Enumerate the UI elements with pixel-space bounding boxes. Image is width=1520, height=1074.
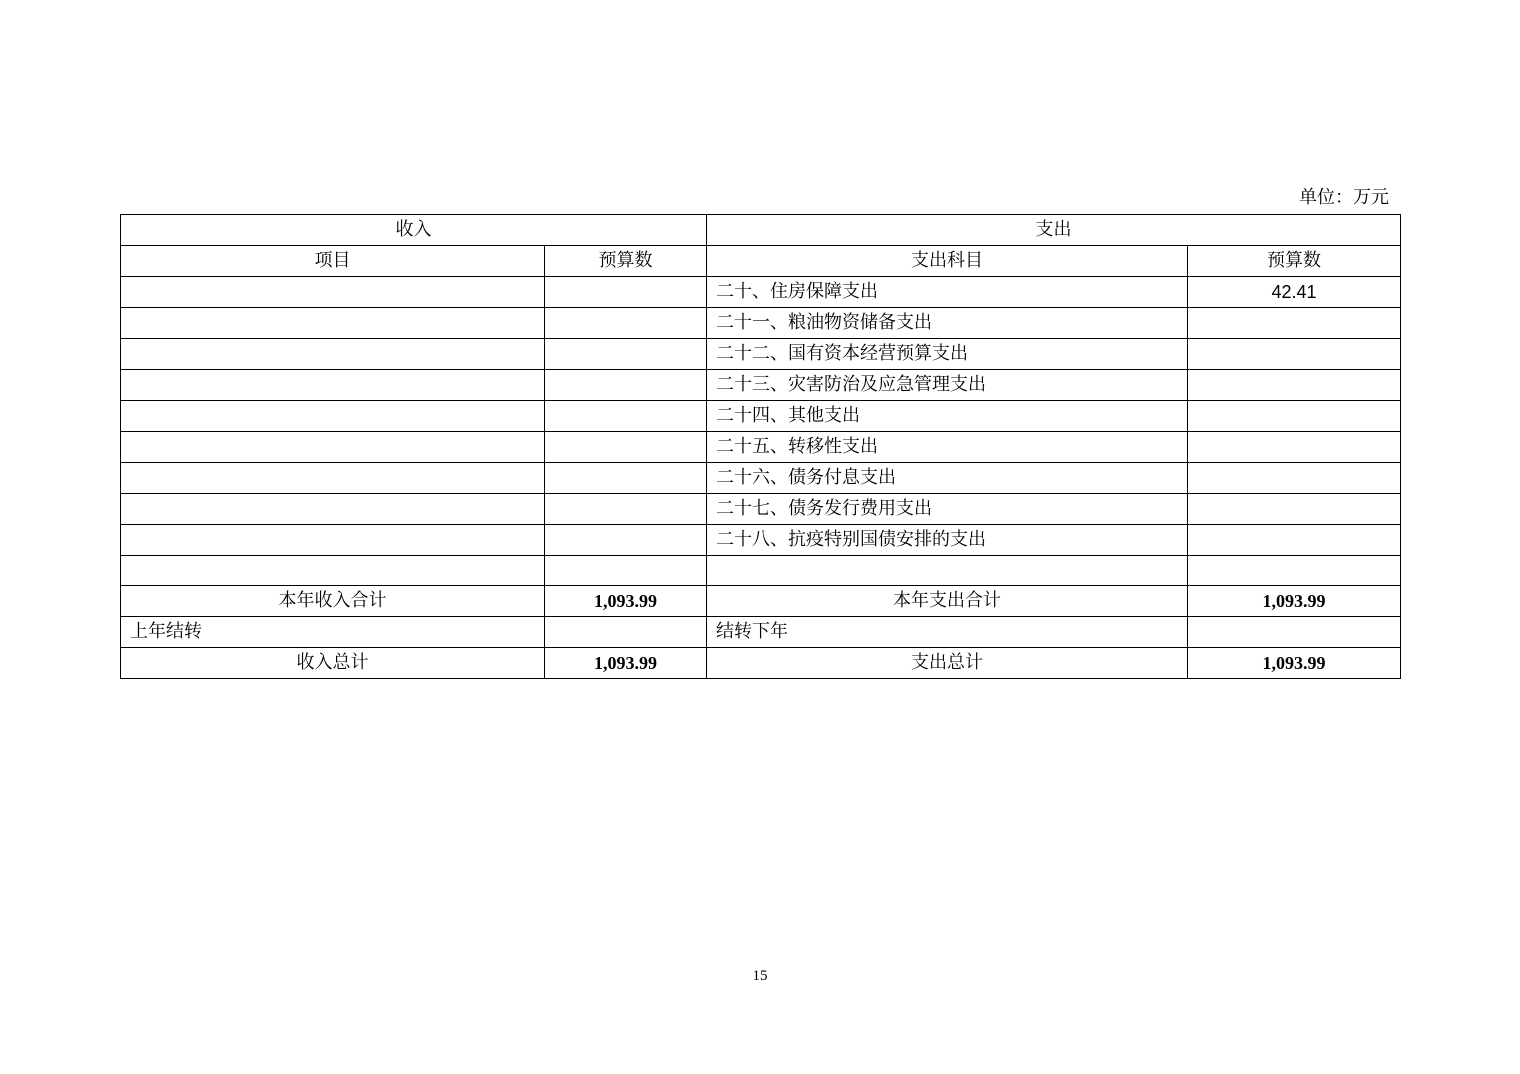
income-item-cell <box>121 432 545 463</box>
table-row <box>121 308 1401 339</box>
expense-grand-total-label: 支出总计 <box>707 648 1188 679</box>
expense-grand-total-value: 1,093.99 <box>1188 648 1401 679</box>
table-row <box>121 463 1401 494</box>
income-budget-cell <box>545 494 707 525</box>
income-budget-cell <box>545 339 707 370</box>
expense-item-header: 支出科目 <box>707 246 1188 277</box>
table-row <box>121 401 1401 432</box>
income-budget-cell <box>545 277 707 308</box>
expense-budget-cell <box>1188 432 1401 463</box>
group-header-row <box>121 215 1401 246</box>
page-number: 15 <box>752 968 768 984</box>
carry-in-label: 上年结转 <box>121 617 545 648</box>
expense-year-total-value: 1,093.99 <box>1188 586 1401 617</box>
income-grand-total-label: 收入总计 <box>121 648 545 679</box>
expense-year-total-label: 本年支出合计 <box>707 586 1188 617</box>
expense-item-cell: 二十八、抗疫特别国债安排的支出 <box>707 525 1188 556</box>
table-row <box>121 339 1401 370</box>
income-year-total-value: 1,093.99 <box>545 586 707 617</box>
expense-group-header: 支出 <box>707 215 1401 246</box>
year-total-row <box>121 586 1401 617</box>
expense-budget-cell <box>1188 401 1401 432</box>
table-row <box>121 277 1401 308</box>
expense-budget-header: 预算数 <box>1188 246 1401 277</box>
income-budget-cell <box>545 401 707 432</box>
income-item-cell <box>121 370 545 401</box>
column-header-row <box>121 246 1401 277</box>
income-item-cell <box>121 494 545 525</box>
carry-in-value <box>545 617 707 648</box>
table-row <box>121 370 1401 401</box>
expense-item-cell: 二十六、债务付息支出 <box>707 463 1188 494</box>
income-budget-cell <box>545 432 707 463</box>
income-item-cell <box>121 525 545 556</box>
income-group-header: 收入 <box>121 215 707 246</box>
income-item-cell <box>121 308 545 339</box>
expense-item-cell <box>707 556 1188 586</box>
expense-item-cell: 二十二、国有资本经营预算支出 <box>707 339 1188 370</box>
expense-budget-cell <box>1188 494 1401 525</box>
expense-budget-cell <box>1188 525 1401 556</box>
expense-item-cell: 二十、住房保障支出 <box>707 277 1188 308</box>
income-budget-cell <box>545 525 707 556</box>
expense-item-cell: 二十一、粮油物资储备支出 <box>707 308 1188 339</box>
expense-item-cell: 二十五、转移性支出 <box>707 432 1188 463</box>
income-item-header: 项目 <box>121 246 545 277</box>
carry-out-value <box>1188 617 1401 648</box>
income-budget-cell <box>545 370 707 401</box>
income-year-total-label: 本年收入合计 <box>121 586 545 617</box>
expense-budget-cell <box>1188 463 1401 494</box>
income-budget-header: 预算数 <box>545 246 707 277</box>
table-row <box>121 556 1401 586</box>
income-item-cell <box>121 277 545 308</box>
carry-over-row <box>121 617 1401 648</box>
table-row <box>121 494 1401 525</box>
carry-out-label: 结转下年 <box>707 617 1188 648</box>
grand-total-row <box>121 648 1401 679</box>
unit-label: 单位：万元 <box>1299 187 1389 208</box>
income-item-cell <box>121 401 545 432</box>
budget-table <box>120 214 1401 679</box>
income-item-cell <box>121 339 545 370</box>
income-budget-cell <box>545 463 707 494</box>
income-grand-total-value: 1,093.99 <box>545 648 707 679</box>
income-item-cell <box>121 463 545 494</box>
expense-budget-cell <box>1188 339 1401 370</box>
income-budget-cell <box>545 556 707 586</box>
expense-budget-cell <box>1188 556 1401 586</box>
table-row <box>121 432 1401 463</box>
income-budget-cell <box>545 308 707 339</box>
expense-item-cell: 二十三、灾害防治及应急管理支出 <box>707 370 1188 401</box>
income-item-cell <box>121 556 545 586</box>
expense-budget-cell <box>1188 370 1401 401</box>
expense-budget-cell <box>1188 308 1401 339</box>
expense-item-cell: 二十四、其他支出 <box>707 401 1188 432</box>
expense-budget-cell: 42.41 <box>1188 277 1401 308</box>
expense-item-cell: 二十七、债务发行费用支出 <box>707 494 1188 525</box>
table-row <box>121 525 1401 556</box>
